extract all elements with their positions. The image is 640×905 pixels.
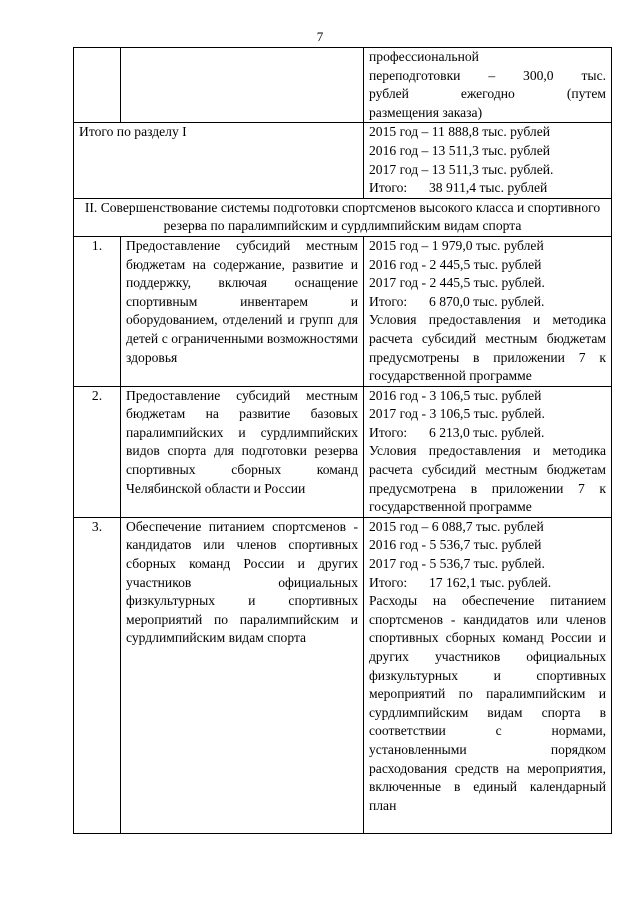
year-line: 2017 год - 3 106,5 тыс. рублей. [369,406,545,422]
continuation-row [74,48,612,123]
total-value: 6 870,0 тыс. рублей. [429,293,545,309]
total-label: Итого: [369,424,408,440]
program-table [73,47,612,834]
row-description: Предоставление субсидий местным бюджетам на содержание, развитие и поддержку, включая оснащение спортивным инвентарем и оборудованием, отделений и групп для детей с ограниченными возможностями здоровья [121,236,364,386]
row-funding [364,517,612,834]
year-line: 2017 год - 2 445,5 тыс. рублей. [369,275,545,291]
funding-line: переподготовки – 300,0 тыс. [369,67,606,83]
year-line: 2015 год – 6 088,7 тыс. рублей [369,518,544,534]
funding-line: размещения заказа) [369,104,483,120]
row-number: 3. [74,517,121,834]
funding-line: профессиональной [369,49,479,64]
funding-note: Расходы на обеспечение питанием спортсменов - кандидатов или членов спортивных сборных команд России и других участников официальных физкультурных и спортивных мероприятий по паралимпийским и сурдлимпийским видам спорта в соответствии с нормами, установленными порядком расходования средств на мероприятия, включенные в единый календарный план [369,593,606,813]
total-line [369,574,606,593]
year-line: 2015 год – 1 979,0 тыс. рублей [369,237,544,253]
section1-total-row [74,123,612,198]
total-line [369,424,606,443]
row-funding [364,386,612,517]
row-description: Обеспечение питанием спортсменов - кандидатов или членов спортивных сборных команд России и других участников официальных физкультурных и спортивных мероприятий по паралимпийским и сурдлимпийским видам спорта [121,517,364,834]
continuation-funding-cell [364,48,612,123]
total-line [369,293,606,312]
year-line: 2016 год - 3 106,5 тыс. рублей [369,387,542,403]
section2-header-row [74,198,612,236]
year-line: 2016 год - 5 536,7 тыс. рублей [369,537,542,553]
year-line: 2017 год – 13 511,3 тыс. рублей. [369,161,554,177]
total-line [369,179,606,198]
section2-title: II. Совершенствование системы подготовки спортсменов высокого класса и спортивного резерва по паралимпийским и сурдлимпийским видам спорта [74,198,612,236]
table-row [74,236,612,386]
row-funding [364,236,612,386]
row-number: 1. [74,236,121,386]
continuation-desc-cell [121,48,364,123]
total-value: 17 162,1 тыс. рублей. [429,574,552,590]
funding-line: рублей ежегодно (путем [369,86,606,102]
year-line: 2017 год - 5 536,7 тыс. рублей. [369,556,545,572]
page-number: 7 [316,29,324,44]
funding-note: Условия предоставления и методика расчета субсидий местным бюджетам предусмотрены в приложении 7 к государственной программе [369,312,606,384]
year-line: 2016 год - 2 445,5 тыс. рублей [369,256,542,272]
row-description: Предоставление субсидий местным бюджетам на развитие базовых паралимпийских и сурдлимпийских видов спорта для подготовки резерва спортивных сборных команд Челябинской области и России [121,386,364,517]
continuation-num-cell [74,48,121,123]
funding-note: Условия предоставления и методика расчета субсидий местным бюджетам предусмотрена в приложении 7 к государственной программе [369,443,606,515]
total-value: 38 911,4 тыс. рублей [429,180,548,196]
table-row [74,517,612,834]
section1-total-label: Итого по разделу I [74,123,364,198]
total-label: Итого: [369,180,408,196]
total-label: Итого: [369,574,408,590]
total-value: 6 213,0 тыс. рублей. [429,424,545,440]
year-line: 2016 год – 13 511,3 тыс. рублей [369,142,551,158]
table-row [74,386,612,517]
year-line: 2015 год – 11 888,8 тыс. рублей [369,124,551,140]
total-label: Итого: [369,293,408,309]
section1-total-funding [364,123,612,198]
row-number: 2. [74,386,121,517]
